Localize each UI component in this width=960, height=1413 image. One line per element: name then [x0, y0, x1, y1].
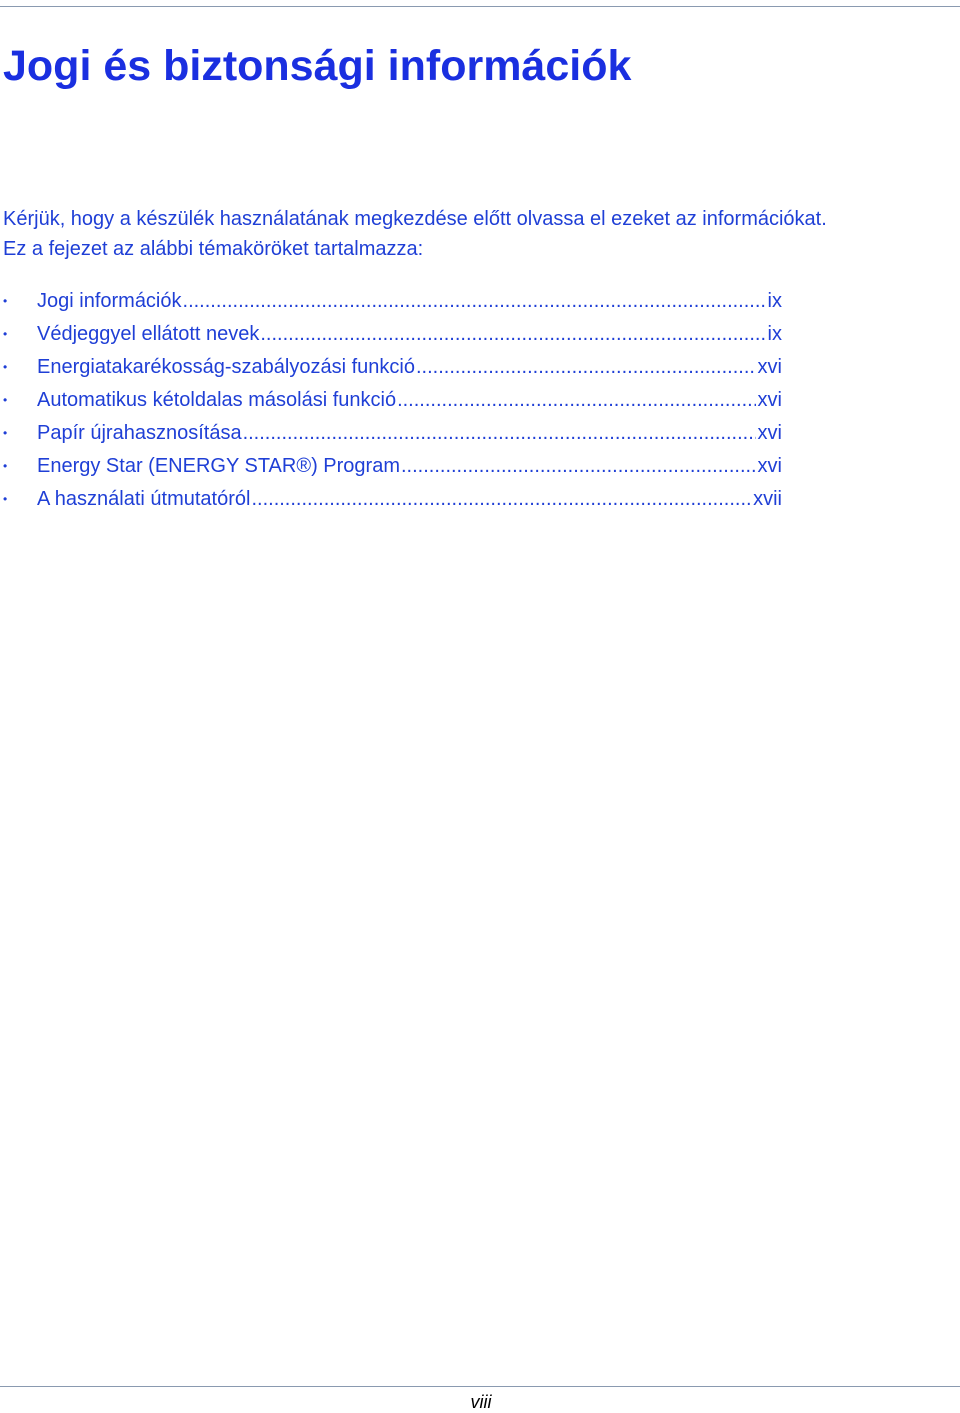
bullet-icon: •	[3, 459, 8, 473]
toc-dot-leader	[416, 351, 756, 384]
toc-item-page: xvi	[757, 389, 782, 411]
toc-item-label: Energiatakarékosság-szabályozási funkció	[37, 356, 415, 378]
toc-item[interactable]	[0, 351, 782, 384]
toc-item-label: Energy Star (ENERGY STAR®) Program	[37, 455, 400, 477]
bullet-icon: •	[3, 327, 8, 341]
toc-dot-leader	[243, 417, 756, 450]
bullet-icon: •	[3, 393, 8, 407]
toc-item-page: ix	[767, 323, 782, 345]
bottom-rule	[0, 1386, 960, 1387]
toc-item[interactable]	[0, 384, 782, 417]
toc-dot-leader	[401, 450, 756, 483]
toc-item-page: xvi	[757, 356, 782, 378]
toc-item-label: Védjeggyel ellátott nevek	[37, 323, 260, 345]
toc-item-label: Automatikus kétoldalas másolási funkció	[37, 389, 397, 411]
toc-item-label: Jogi információk	[37, 290, 182, 312]
toc-item[interactable]	[0, 285, 782, 318]
page-title: Jogi és biztonsági információk	[3, 42, 632, 90]
bullet-icon: •	[3, 360, 8, 374]
toc-item[interactable]	[0, 450, 782, 483]
toc-dot-leader	[251, 483, 751, 516]
toc-dot-leader	[183, 285, 766, 318]
toc-item[interactable]	[0, 417, 782, 450]
toc-item-page: ix	[767, 290, 782, 312]
intro-line-2: Ez a fejezet az alábbi témaköröket tartalmazza:	[3, 238, 424, 260]
toc-item-label: A használati útmutatóról	[37, 488, 251, 510]
intro-text	[3, 204, 958, 264]
top-rule	[0, 6, 960, 7]
toc-dot-leader	[260, 318, 765, 351]
toc-dot-leader	[397, 384, 755, 417]
intro-line-1: Kérjük, hogy a készülék használatának megkezdése előtt olvassa el ezeket az információkat.	[3, 208, 827, 230]
toc-item-page: xvi	[757, 422, 782, 444]
toc-item-page: xvii	[753, 488, 782, 510]
bullet-icon: •	[3, 426, 8, 440]
table-of-contents	[0, 285, 782, 516]
bullet-icon: •	[3, 294, 8, 308]
toc-item[interactable]	[0, 318, 782, 351]
toc-item-page: xvi	[757, 455, 782, 477]
toc-item-label: Papír újrahasznosítása	[37, 422, 242, 444]
bullet-icon: •	[3, 492, 8, 506]
toc-item[interactable]	[0, 483, 782, 516]
page-number: viii	[470, 1392, 492, 1412]
